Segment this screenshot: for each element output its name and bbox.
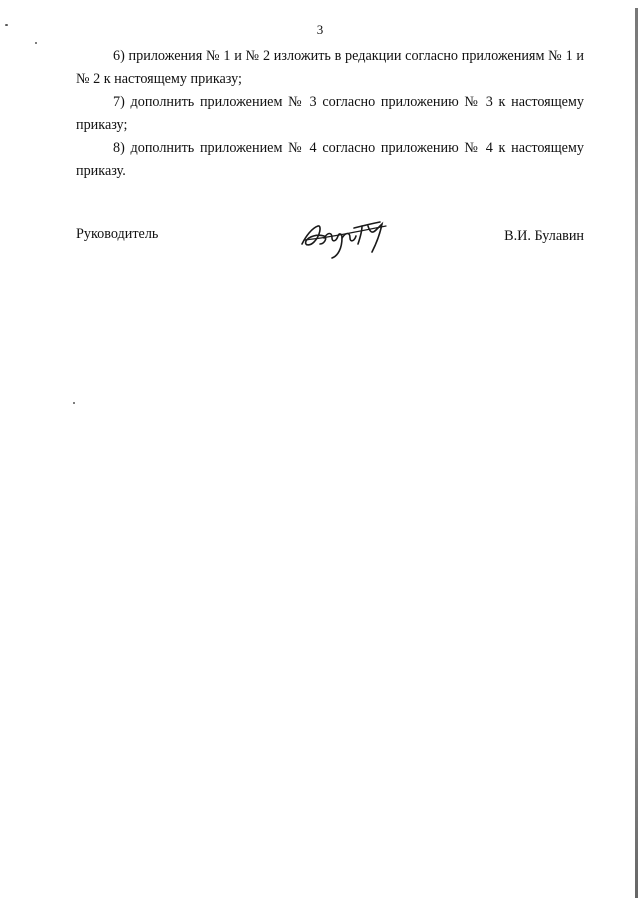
paragraph-8: 8) дополнить приложением № 4 согласно приложению № 4 к настоящему приказу. bbox=[76, 140, 584, 179]
scan-speck bbox=[35, 42, 37, 44]
document-body bbox=[76, 45, 584, 183]
paragraph-6: 6) приложения № 1 и № 2 изложить в редакции согласно приложениям № 1 и № 2 к настоящему приказу; bbox=[76, 48, 584, 87]
signatory-name: В.И. Булавин bbox=[504, 228, 584, 244]
scan-edge-shadow bbox=[635, 8, 638, 898]
signature-block bbox=[76, 214, 584, 264]
paragraph-7: 7) дополнить приложением № 3 согласно приложению № 3 к настоящему приказу; bbox=[76, 94, 584, 133]
handwritten-signature bbox=[296, 214, 396, 260]
signatory-role: Руководитель bbox=[76, 226, 159, 242]
scan-speck bbox=[73, 402, 75, 404]
page-number: 3 bbox=[316, 22, 324, 37]
